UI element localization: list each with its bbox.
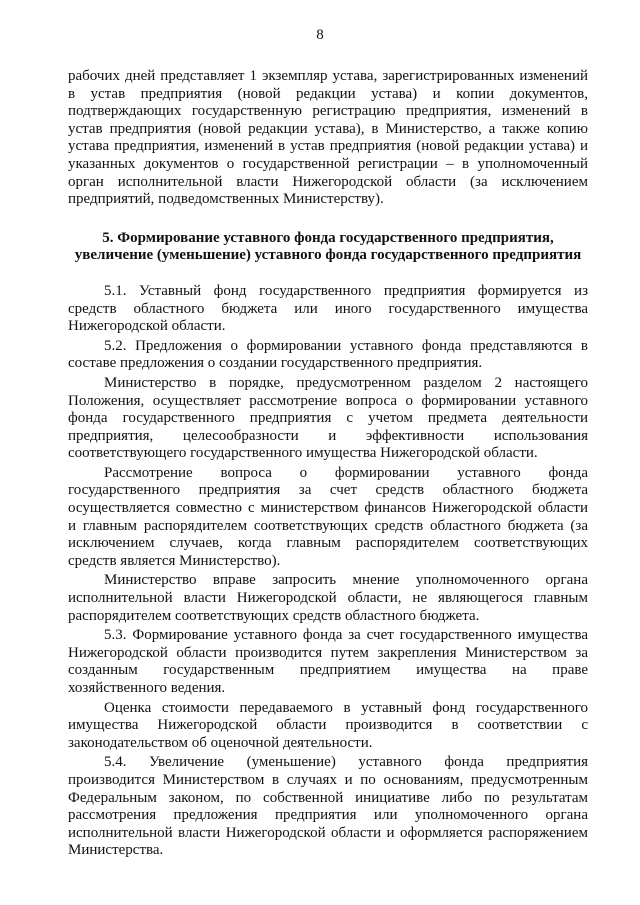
text-line: в устав предприятия (новой редакции устава) и копии документов, — [68, 85, 588, 102]
text-line: средств является Министерство). — [68, 552, 281, 569]
text-line: предприятия, целесообразности и эффективности использования — [68, 427, 588, 444]
intro-paragraph — [68, 68, 588, 209]
text-line: государственного предприятия за счет средств областного бюджета — [68, 482, 588, 499]
text-line: и главным распорядителем соответствующих средств областного бюджета (за — [68, 517, 588, 534]
text-line: составе предложения о создании государственного предприятия. — [68, 355, 483, 372]
page-content — [68, 68, 588, 860]
text-line: Министерства. — [68, 842, 164, 859]
text-line: устав предприятия (новой редакции устава), в Министерство, а также копию — [68, 120, 588, 137]
text-line: 5.1. Уставный фонд государственного предприятия формируется из — [104, 282, 588, 299]
text-line: Положения, осуществляет рассмотрение вопроса о формировании уставного — [68, 392, 588, 409]
text-line: предприятий, подведомственных Министерству). — [68, 191, 384, 208]
text-line: Министерство вправе запросить мнение уполномоченного органа — [104, 572, 588, 589]
text-line: распорядителем соответствующих средств областного бюджета. — [68, 607, 480, 624]
text-line: соответствующего государственного имущества Нижегородской области. — [68, 445, 538, 462]
text-line: средств областного бюджета или иного государственного имущества — [68, 300, 588, 317]
text-line: 5.3. Формирование уставного фонда за счет государственного имущества — [104, 627, 588, 644]
paragraph-5-2 — [68, 338, 588, 373]
text-line: рассмотрения предложения предприятия или уполномоченного органа — [68, 807, 588, 824]
text-line: законодательством об оценочной деятельности. — [68, 734, 373, 751]
text-line: исключением случаев, когда главным распорядителем соответствующих — [68, 535, 588, 552]
text-line: устава предприятия, изменений в устав предприятия (новой редакции устава) и — [68, 138, 588, 155]
section-heading — [68, 230, 588, 265]
text-line: Оценка стоимости передаваемого в уставный фонд государственного — [104, 699, 588, 716]
text-line: исполнительной власти Нижегородской области и оформляется распоряжением — [68, 824, 588, 841]
paragraph-valuation — [68, 700, 588, 753]
text-line: имущества Нижегородской области производится в соответствии с — [68, 717, 588, 734]
page-number: 8 — [316, 27, 324, 43]
paragraph-5-1 — [68, 283, 588, 336]
text-line: Рассмотрение вопроса о формировании уставного фонда — [104, 464, 588, 481]
text-line: хозяйственного ведения. — [68, 680, 226, 696]
text-line: рабочих дней представляет 1 экземпляр устава, зарегистрированных изменений — [68, 68, 588, 84]
text-line: подтверждающих государственную регистрацию предприятия, изменений в — [68, 103, 588, 120]
text-line: Нижегородской области. — [68, 318, 226, 335]
paragraph-budget-review — [68, 465, 588, 571]
text-line: орган исполнительной власти Нижегородской области (за исключением — [68, 173, 588, 190]
text-line: Нижегородской области производится путем закрепления Министерством за — [68, 644, 588, 661]
paragraph-5-4 — [68, 754, 588, 860]
paragraph-opinion-request — [68, 572, 588, 625]
paragraph-ministry-review — [68, 375, 588, 463]
heading-line: увеличение (уменьшение) уставного фонда государственного предприятия — [74, 247, 582, 264]
text-line: созданным государственным предприятием имущества на праве — [68, 662, 588, 679]
text-line: Федеральным законом, по собственной инициативе либо по результатам — [68, 789, 588, 806]
paragraph-5-3 — [68, 627, 588, 697]
text-line: указанных документов о государственной регистрации – в уполномоченный — [68, 155, 588, 172]
text-line: Министерство в порядке, предусмотренном разделом 2 настоящего — [104, 374, 588, 391]
text-line: производится Министерством в случаях и по основаниям, предусмотренным — [68, 771, 588, 788]
text-line: 5.4. Увеличение (уменьшение) уставного фонда предприятия — [104, 754, 588, 771]
text-line: фонда государственного предприятия с учетом предмета деятельности — [68, 410, 588, 427]
text-line: осуществляется совместно с министерством финансов Нижегородской области — [68, 500, 588, 517]
text-line: 5.2. Предложения о формировании уставного фонда представляются в — [104, 337, 588, 354]
heading-line: 5. Формирование уставного фонда государственного предприятия, — [102, 229, 554, 246]
text-line: исполнительной власти Нижегородской области, не являющегося главным — [68, 590, 588, 607]
